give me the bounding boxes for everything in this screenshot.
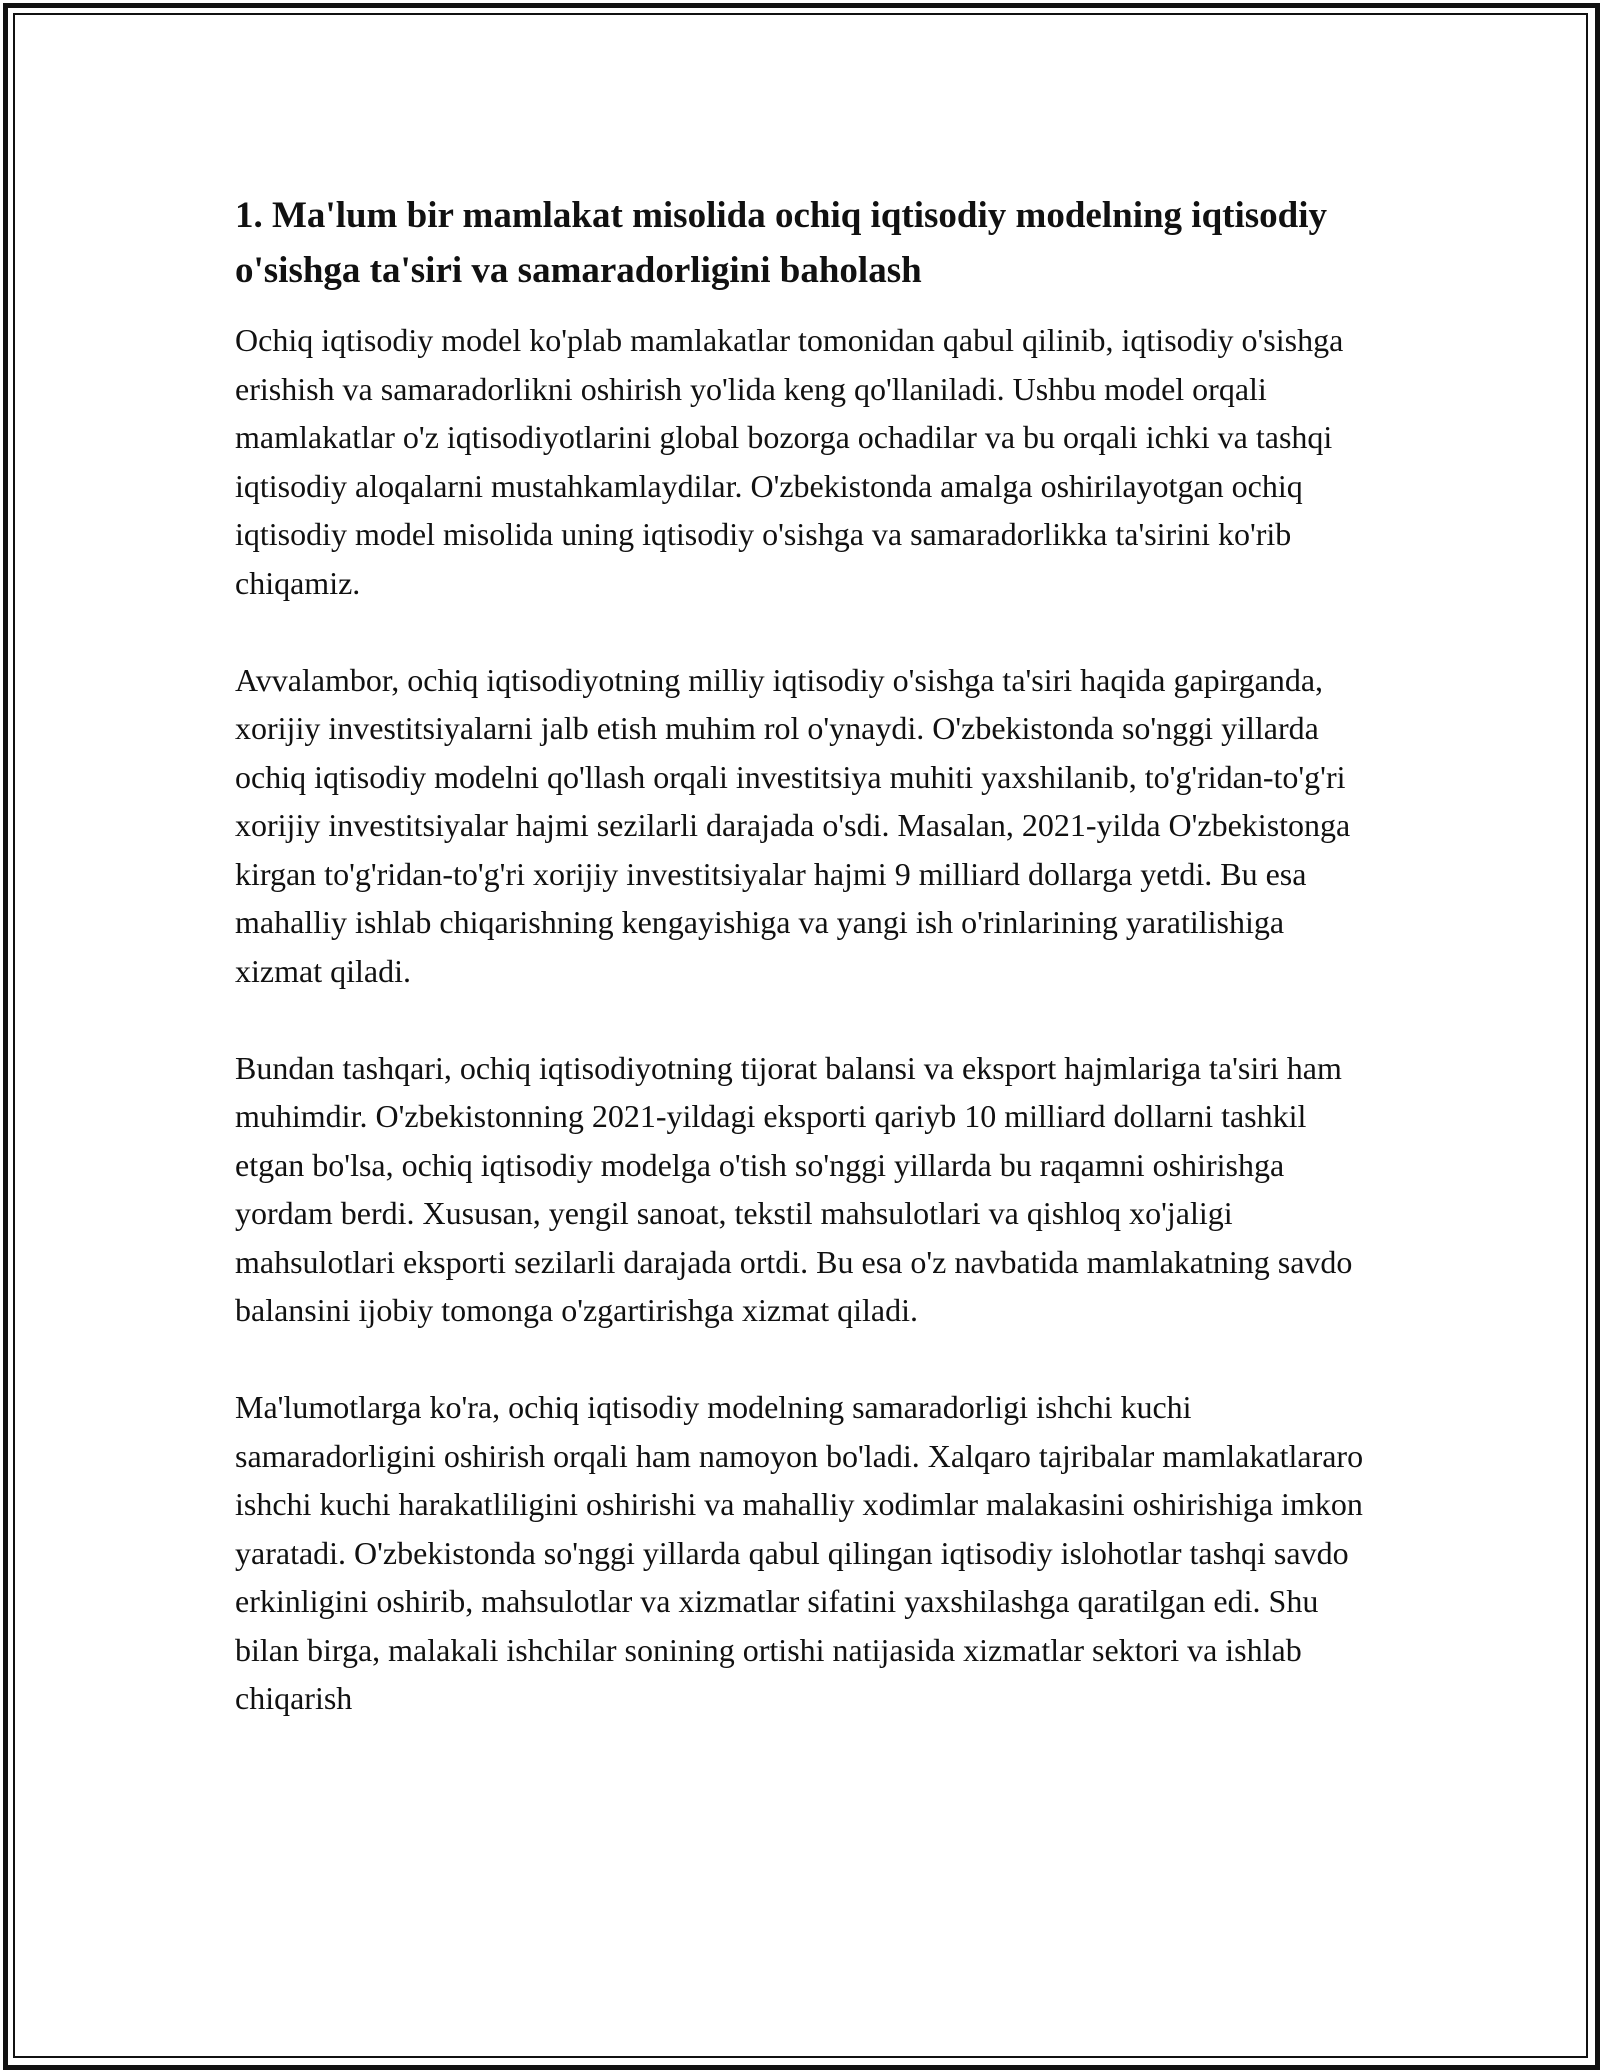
paragraph-4: Ma'lumotlarga ko'ra, ochiq iqtisodiy modelning samaradorligi ishchi kuchi samaradorligini oshirish orqali ham namoyon bo'ladi. Xalqaro tajribalar mamlakatlararo ishchi kuchi harakatliligini oshirishi va mahalliy xodimlar malakasini oshirishiga imkon yaratadi. O'zbekistonda so'nggi yillarda qabul qilingan iqtisodiy islohotlar tashqi savdo erkinligini oshirib, mahsulotlar va xizmatlar sifatini yaxshilashga qaratilgan edi. Shu bilan birga, malakali ishchilar sonining ortishi natijasida xizmatlar sektori va ishlab chiqarish bbox=[235, 1389, 1364, 1716]
paragraph-3: Bundan tashqari, ochiq iqtisodiyotning tijorat balansi va eksport hajmlariga ta'siri ham muhimdir. O'zbekistonning 2021-yildagi eksporti qariyb 10 milliard dollarni tashkil etgan bo'lsa, ochiq iqtisodiy modelga o'tish so'nggi yillarda bu raqamni oshirishga yordam berdi. Xususan, yengil sanoat, tekstil mahsulotlari va qishloq xo'jaligi mahsulotlari eksporti sezilarli darajada ortdi. Bu esa o'z navbatida mamlakatning savdo balansini ijobiy tomonga o'zgartirishga xizmat qiladi. bbox=[235, 1049, 1353, 1328]
paragraph-2: Avvalambor, ochiq iqtisodiyotning milliy iqtisodiy o'sishga ta'siri haqida gapirganda, xorijiy investitsiyalarni jalb etish muhim rol o'ynaydi. O'zbekistonda so'nggi yillarda ochiq iqtisodiy modelni qo'llash orqali investitsiya muhiti yaxshilanib, to'g'ridan-to'g'ri xorijiy investitsiyalar hajmi sezilarli darajada o'sdi. Masalan, 2021-yilda O'zbekistonga kirgan to'g'ridan-to'g'ri xorijiy investitsiyalar hajmi 9 milliard dollarga yetdi. Bu esa mahalliy ishlab chiqarishning kengayishiga va yangi ish o'rinlarining yaratilishiga xizmat qiladi. bbox=[235, 661, 1351, 989]
paragraph-1: Ochiq iqtisodiy model ko'plab mamlakatlar tomonidan qabul qilinib, iqtisodiy o'sishga erishish va samaradorlikni oshirish yo'lida keng qo'llaniladi. Ushbu model orqali mamlakatlar o'z iqtisodiyotlarini global bozorga ochadilar va bu orqali ichki va tashqi iqtisodiy aloqalarni mustahkamlaydilar. O'zbekistonda amalga oshirilayotgan ochiq iqtisodiy model misolida uning iqtisodiy o'sishga va samaradorlikka ta'sirini ko'rib chiqamiz. bbox=[235, 322, 1344, 601]
section-title: 1. Ma'lum bir mamlakat misolida ochiq iqtisodiy modelning iqtisodiy o'sishga ta'siri va samaradorligini baholash bbox=[235, 195, 1328, 291]
document-page bbox=[235, 188, 1365, 1771]
